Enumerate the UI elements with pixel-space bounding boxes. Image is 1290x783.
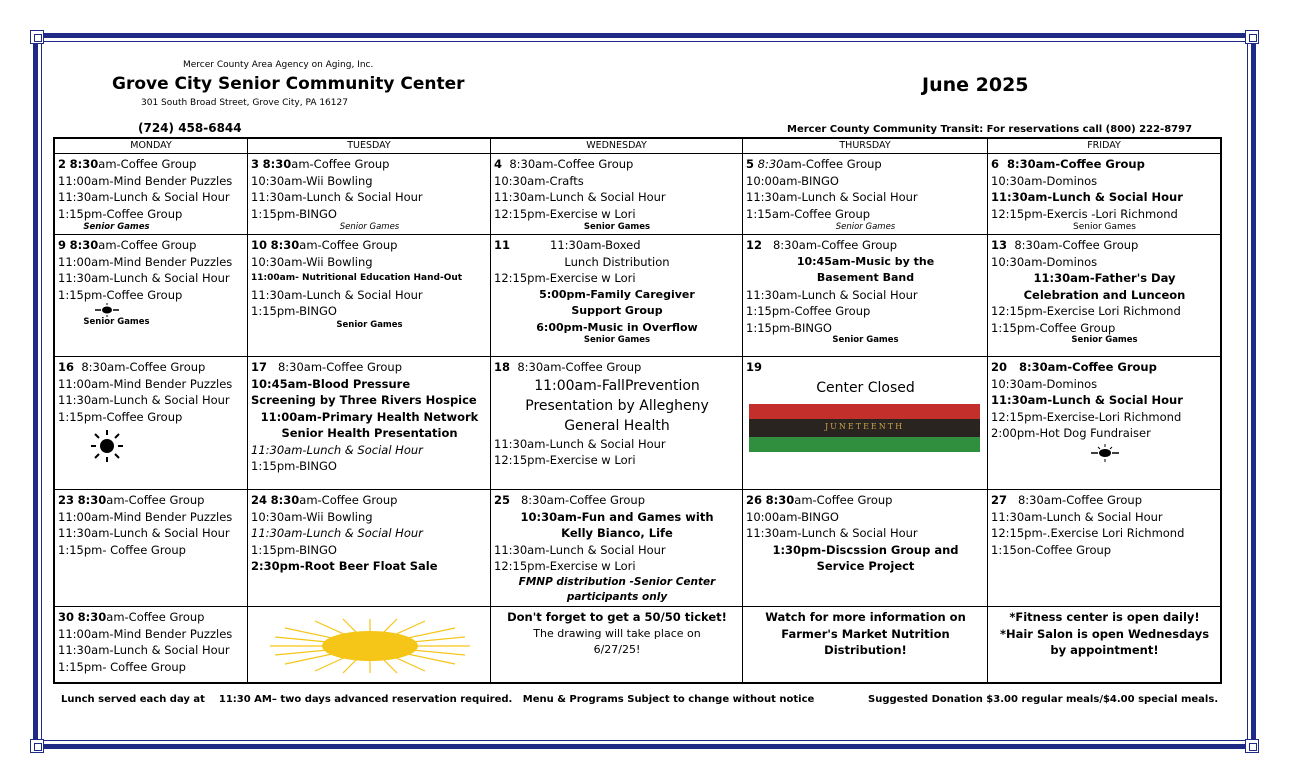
transit-info: Mercer County Community Transit: For reservations call (800) 222-8797 bbox=[787, 124, 1193, 135]
day-header: WEDNESDAY bbox=[491, 139, 743, 154]
lunch-footer-note: Lunch served each day at 11:30 AM– two days advanced reservation required. Menu & Programs Subject to change without notice bbox=[61, 694, 815, 705]
day-cell-12: 12 8:30am-Coffee Group 10:45am-Music by the Basement Band 11:30am-Lunch & Social Hour 1:15pm-Coffee Group 1:15pm-BINGO Senior Games bbox=[743, 235, 988, 357]
juneteenth-banner: JUNETEENTH bbox=[749, 404, 980, 452]
corner-ornament bbox=[30, 30, 44, 44]
day-cell-17: 17 8:30am-Coffee Group 10:45am-Blood Pressure Screening by Three Rivers Hospice 11:00am-Primary Health Network Senior Health Presentation 11:30am-Lunch & Social Hour 1:15pm-BINGO bbox=[248, 357, 491, 490]
day-cell-27: 27 8:30am-Coffee Group 11:30am-Lunch & Social Hour 12:15pm-.Exercise Lori Richmond 1:15on-Coffee Group bbox=[988, 490, 1220, 607]
sun-icon bbox=[55, 303, 245, 317]
day-cell-13: 13 8:30am-Coffee Group 10:30am-Dominos 11:30am-Father's Day Celebration and Lunceon 12:15pm-Exercise Lori Richmond 1:15pm-Coffee Group Senior Games bbox=[988, 235, 1220, 357]
phone-number: (724) 458-6844 bbox=[138, 121, 242, 135]
day-cell-2: 2 8:30am-Coffee Group 11:00am-Mind Bender Puzzles 11:30am-Lunch & Social Hour 1:15pm-Coffee Group Senior Games bbox=[55, 154, 248, 235]
day-cell-20: 20 8:30am-Coffee Group 10:30am-Dominos 11:30am-Lunch & Social Hour 12:15pm-Exercise-Lori Richmond 2:00pm-Hot Dog Fundraiser bbox=[988, 357, 1220, 490]
day-cell-23: 23 8:30am-Coffee Group 11:00am-Mind Bender Puzzles 11:30am-Lunch & Social Hour 1:15pm- Coffee Group bbox=[55, 490, 248, 607]
day-cell-18: 18 8:30am-Coffee Group 11:00am-FallPrevention Presentation by Allegheny General Health 11:30am-Lunch & Social Hour 12:15pm-Exercise w Lori bbox=[491, 357, 743, 490]
day-cell-25: 25 8:30am-Coffee Group 10:30am-Fun and Games with Kelly Bianco, Life 11:30am-Lunch & Social Hour 12:15pm-Exercise w Lori FMNP distribution -Senior Center participants only bbox=[491, 490, 743, 607]
day-cell-4: 4 8:30am-Coffee Group 10:30am-Crafts 11:30am-Lunch & Social Hour 12:15pm-Exercise w Lori Senior Games bbox=[491, 154, 743, 235]
center-name: Grove City Senior Community Center bbox=[112, 74, 465, 94]
day-cell-3: 3 8:30am-Coffee Group 10:30am-Wii Bowling 11:30am-Lunch & Social Hour 1:15pm-BINGO Senior Games bbox=[248, 154, 491, 235]
day-cell-6: 6 8:30am-Coffee Group 10:30am-Dominos 11:30am-Lunch & Social Hour 12:15pm-Exercis -Lori Richmond Senior Games bbox=[988, 154, 1220, 235]
calendar-month: June 2025 bbox=[922, 74, 1029, 96]
day-cell-10: 10 8:30am-Coffee Group 10:30am-Wii Bowling 11:00am- Nutritional Education Hand-Out 11:30am-Lunch & Social Hour 1:15pm-BINGO Senior Games bbox=[248, 235, 491, 357]
calendar-grid bbox=[53, 137, 1222, 684]
amenities-note-cell: *Fitness center is open daily! *Hair Salon is open Wednesdays by appointment! bbox=[999, 610, 1210, 657]
corner-ornament bbox=[1245, 30, 1259, 44]
corner-ornament bbox=[1245, 739, 1259, 753]
day-cell-5: 5 8:30am-Coffee Group 10:00am-BINGO 11:30am-Lunch & Social Hour 1:15am-Coffee Group Senior Games bbox=[743, 154, 988, 235]
day-cell-24: 24 8:30am-Coffee Group 10:30am-Wii Bowling 11:30am-Lunch & Social Hour 1:15pm-BINGO 2:30pm-Root Beer Float Sale bbox=[248, 490, 491, 607]
donation-footer-note: Suggested Donation $3.00 regular meals/$4.00 special meals. bbox=[868, 694, 1219, 705]
day-cell-19: 19 Center Closed JUNETEENTH bbox=[743, 357, 988, 490]
day-cell-26: 26 8:30am-Coffee Group 10:00am-BINGO 11:30am-Lunch & Social Hour 1:30pm-Discssion Group and Service Project bbox=[743, 490, 988, 607]
address: 301 South Broad Street, Grove City, PA 16127 bbox=[141, 98, 348, 108]
agency-name: Mercer County Area Agency on Aging, Inc. bbox=[183, 60, 374, 70]
day-cell-11: 11 11:30am-Boxed Lunch Distribution 12:15pm-Exercise w Lori 5:00pm-Family Caregiver Support Group 6:00pm-Music in Overflow Senior Games bbox=[491, 235, 743, 357]
corner-ornament bbox=[30, 739, 44, 753]
sun-icon bbox=[991, 444, 1218, 462]
sunburst-icon bbox=[265, 618, 475, 674]
fmnp-note-cell: Watch for more information on Farmer's Market Nutrition Distribution! bbox=[743, 607, 988, 682]
day-header: FRIDAY bbox=[988, 139, 1220, 154]
day-header: THURSDAY bbox=[743, 139, 988, 154]
day-cell-16: 16 8:30am-Coffee Group 11:00am-Mind Bender Puzzles 11:30am-Lunch & Social Hour 1:15pm-Coffee Group bbox=[55, 357, 248, 490]
day-cell-9: 9 8:30am-Coffee Group 11:00am-Mind Bender Puzzles 11:30am-Lunch & Social Hour 1:15pm-Coffee Group Senior Games bbox=[55, 235, 248, 357]
day-header: TUESDAY bbox=[248, 139, 491, 154]
day-header: MONDAY bbox=[55, 139, 248, 154]
sun-icon bbox=[55, 429, 245, 463]
raffle-note-cell: Don't forget to get a 50/50 ticket! The drawing will take place on 6/27/25! bbox=[491, 607, 743, 682]
day-cell-30: 30 8:30am-Coffee Group 11:00am-Mind Bender Puzzles 11:30am-Lunch & Social Hour 1:15pm- Coffee Group bbox=[55, 607, 248, 682]
sun-illustration-cell bbox=[248, 607, 491, 682]
